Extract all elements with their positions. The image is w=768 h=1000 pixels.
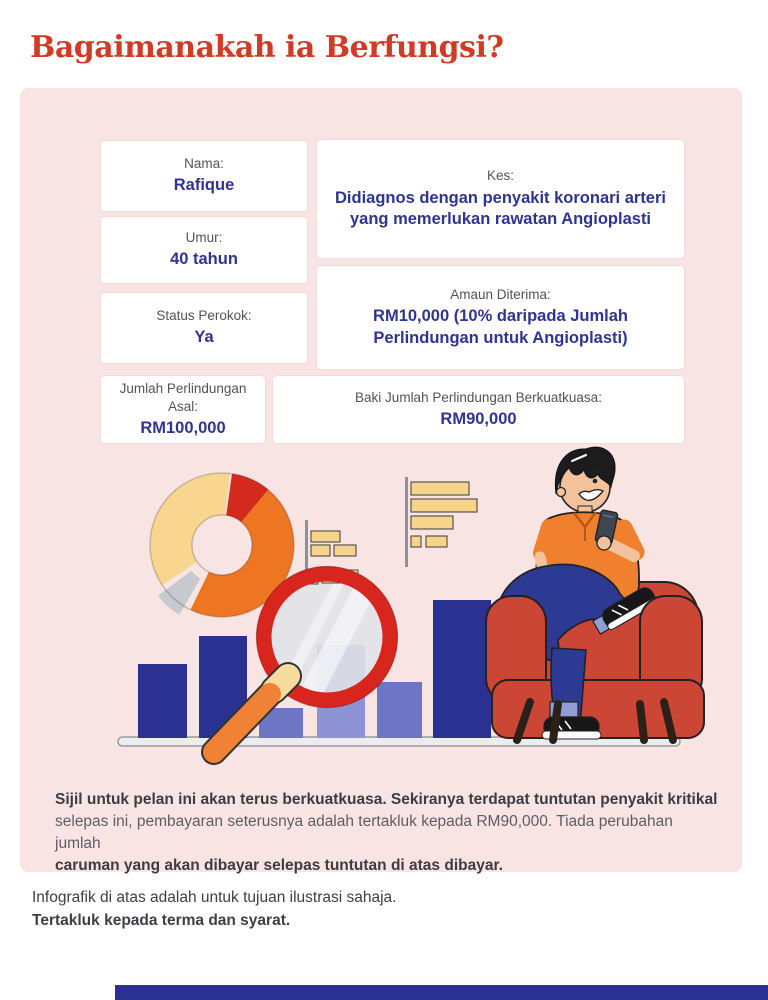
footer-line-2: Tertakluk kepada terma dan syarat. [32, 912, 291, 929]
nama-label: Nama: [184, 156, 224, 172]
card-kes [316, 139, 685, 259]
umur-label: Umur: [185, 230, 223, 246]
status-label: Status Perokok: [156, 308, 252, 324]
card-jumlah-perlindungan-asal [100, 375, 266, 444]
note-paragraph [55, 789, 720, 877]
card-status-perokok [100, 292, 308, 364]
bottom-navy-bar [115, 985, 768, 1000]
card-amaun-diterima [316, 265, 685, 370]
card-nama [100, 140, 308, 212]
note-line-2: selepas ini, pembayaran seterusnya adalah tertakluk kepada RM90,000. Tiada perubahan jumlah [55, 813, 673, 852]
note-line-3: caruman yang akan dibayar selepas tuntutan di atas dibayar. [55, 857, 503, 874]
footer-disclaimer [32, 886, 732, 932]
status-value: Ya [194, 328, 214, 347]
note-line-1: Sijil untuk pelan ini akan terus berkuatkuasa. Sekiranya terdapat tuntutan penyakit kritikal [55, 791, 718, 808]
amaun-value: RM10,000 (10% daripada Jumlah Perlindungan untuk Angioplasti) [373, 307, 628, 347]
amaun-label: Amaun Diterima: [450, 286, 551, 302]
kes-value: Didiagnos dengan penyakit koronari arteri yang memerlukan rawatan Angioplasti [335, 188, 666, 229]
asal-label: Jumlah Perlindungan Asal: [119, 380, 247, 414]
umur-value: 40 tahun [170, 250, 238, 269]
nama-value: Rafique [173, 176, 235, 195]
baki-value: RM90,000 [440, 409, 517, 428]
asal-value: RM100,000 [140, 419, 226, 437]
card-umur [100, 216, 308, 284]
card-baki-perlindungan [272, 375, 685, 444]
footer-line-1: Infografik di atas adalah untuk tujuan ilustrasi sahaja. [32, 889, 397, 906]
kes-label: Kes: [486, 168, 514, 184]
baki-label: Baki Jumlah Perlindungan Berkuatkuasa: [355, 389, 602, 405]
page-title: Bagaimanakah ia Berfungsi? [30, 30, 504, 65]
